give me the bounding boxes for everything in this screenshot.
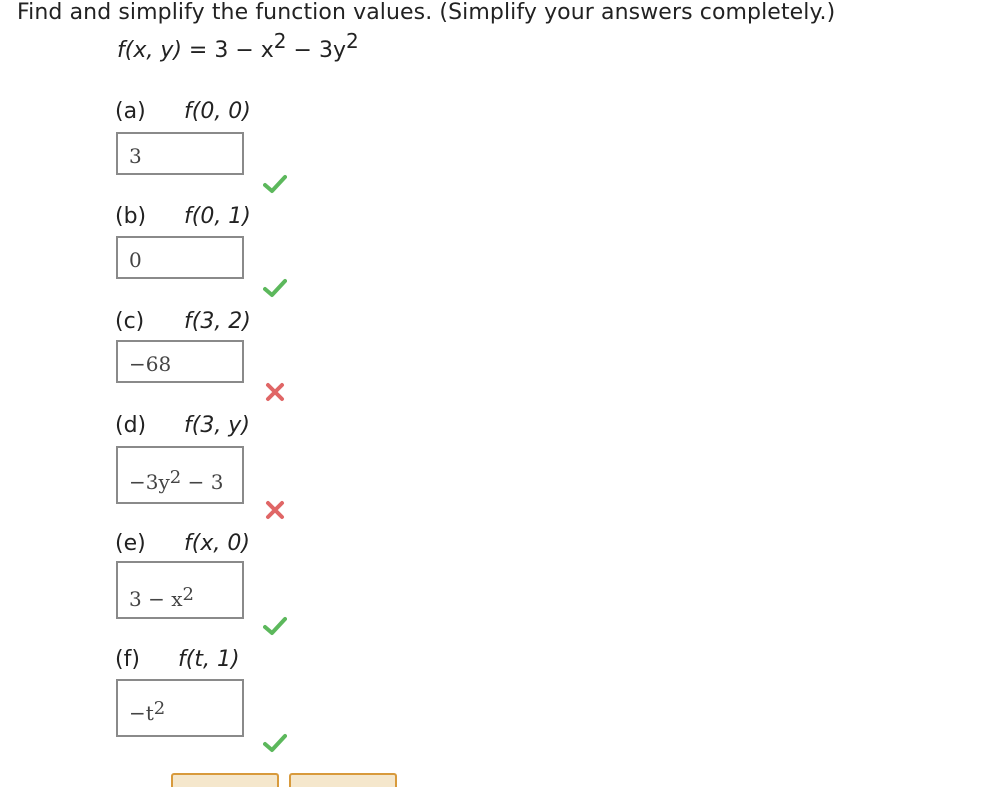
- part-expression: f(3, 2): [184, 309, 251, 334]
- part-expression: f(0, 0): [184, 99, 251, 124]
- instructions: Find and simplify the function values. (Simplify your answers completely.): [17, 0, 836, 25]
- checkmark-icon: [263, 733, 287, 753]
- function-exp-a: 2: [273, 29, 287, 53]
- part-expression: f(t, 1): [178, 647, 240, 672]
- answer-value: $-3y^2 - 3$: [129, 467, 224, 494]
- part-expression: f(x, 0): [184, 531, 250, 556]
- answer-input-c[interactable]: [116, 340, 244, 383]
- part-expression: f(0, 1): [184, 204, 251, 229]
- part-label: (a): [115, 99, 146, 124]
- action-button-2[interactable]: [289, 773, 397, 787]
- x-mark-icon: [263, 500, 287, 520]
- answer-input-d[interactable]: [116, 446, 244, 504]
- answer-value: −68: [129, 352, 172, 376]
- part-label: (f): [115, 647, 140, 672]
- answer-input-e[interactable]: [116, 561, 244, 619]
- x-mark-icon: [263, 382, 287, 402]
- part-label: (b): [115, 204, 147, 229]
- part-label: (e): [115, 531, 146, 556]
- part-label: (d): [115, 413, 147, 438]
- answer-value: $-t^2$: [129, 698, 166, 725]
- function-exp-b: 2: [345, 29, 359, 53]
- answer-value: 3: [129, 144, 142, 168]
- part-expression: f(3, y): [184, 413, 250, 438]
- answer-value: 0: [129, 248, 142, 272]
- function-rhs-b: − 3y: [286, 38, 346, 63]
- part-e-prompt: [115, 531, 250, 556]
- checkmark-icon: [263, 174, 287, 194]
- function-definition: [117, 29, 359, 63]
- answer-input-f[interactable]: [116, 679, 244, 737]
- answer-input-b[interactable]: [116, 236, 244, 279]
- function-rhs-a: = 3 − x: [181, 38, 274, 63]
- action-button-1[interactable]: [171, 773, 279, 787]
- function-lhs: f(x, y): [117, 38, 182, 63]
- part-b-prompt: [115, 204, 251, 229]
- part-c-prompt: [115, 309, 251, 334]
- checkmark-icon: [263, 278, 287, 298]
- part-f-prompt: [115, 647, 240, 672]
- part-d-prompt: [115, 413, 250, 438]
- part-a-prompt: [115, 99, 251, 124]
- part-label: (c): [115, 309, 145, 334]
- checkmark-icon: [263, 616, 287, 636]
- answer-input-a[interactable]: [116, 132, 244, 175]
- answer-value: $3 - x^2$: [129, 584, 194, 611]
